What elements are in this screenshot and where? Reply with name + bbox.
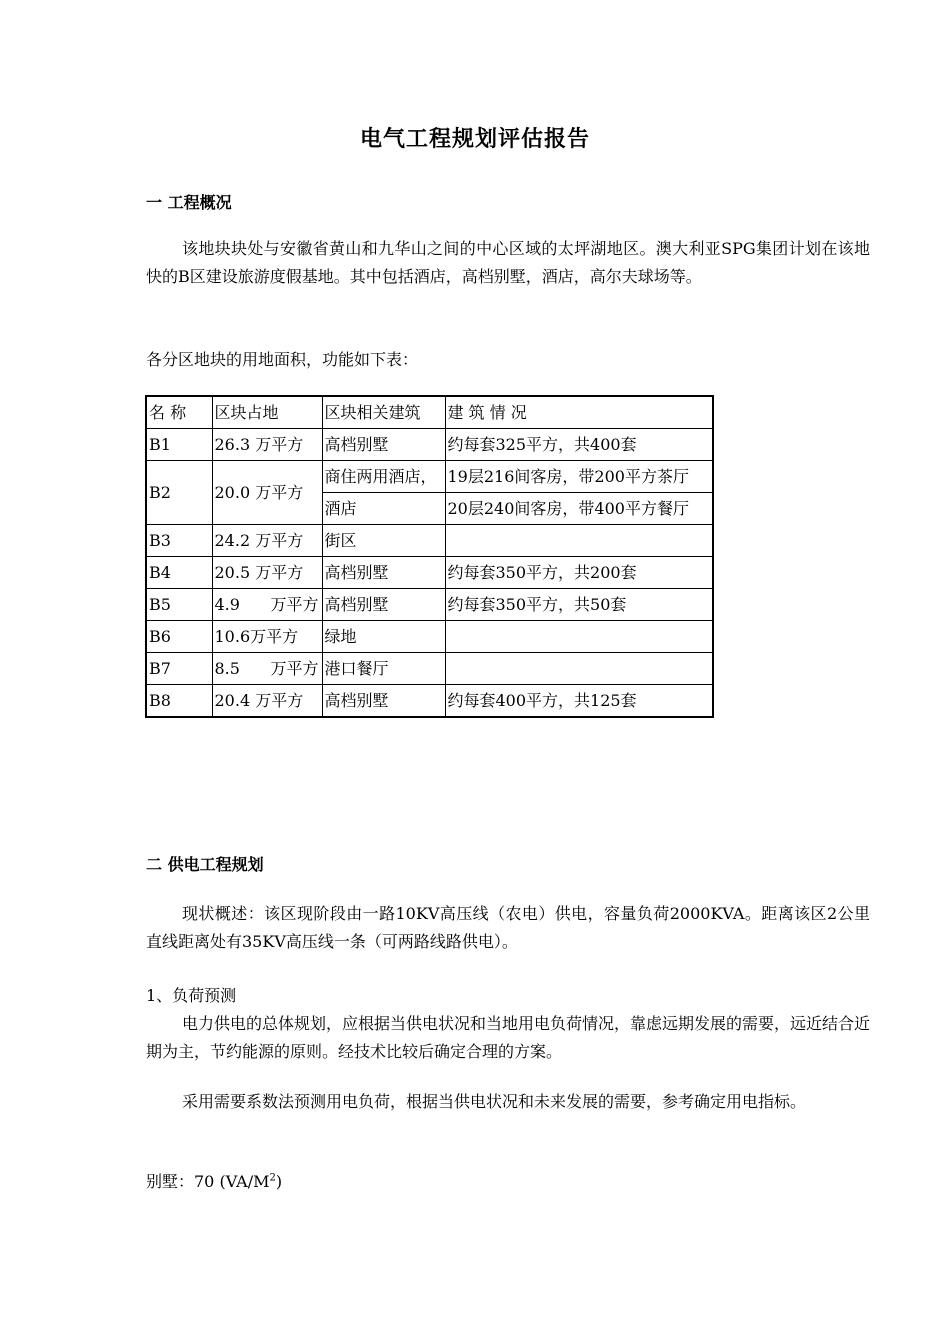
subsection-title-load-forecast: 1、负荷预测 bbox=[146, 986, 237, 1005]
cell-area: 20.0 万平方 bbox=[212, 461, 322, 525]
villa-superscript: 2 bbox=[269, 1172, 276, 1184]
villa-label: 别墅：70 (VA/M bbox=[146, 1172, 270, 1191]
table-row bbox=[146, 621, 713, 653]
cell-name: B8 bbox=[146, 685, 212, 718]
load-forecast-paragraph: 电力供电的总体规划，应根据当供电状况和当地用电负荷情况，靠虑远期发展的需要，远近结合近期为主，节约能源的原则。经技术比较后确定合理的方案。 bbox=[146, 1014, 871, 1061]
cell-building: 商住两用酒店， bbox=[322, 461, 445, 493]
land-use-table bbox=[145, 395, 714, 718]
cell-area: 20.5 万平方 bbox=[212, 557, 322, 589]
table-intro-text: 各分区地块的用地面积，功能如下表： bbox=[146, 350, 419, 369]
cell-building: 高档别墅 bbox=[322, 557, 445, 589]
villa-close: ) bbox=[275, 1172, 283, 1191]
cell-building: 绿地 bbox=[322, 621, 445, 653]
table-header-row bbox=[146, 396, 713, 429]
document-title: 电气工程规划评估报告 bbox=[359, 127, 590, 152]
cell-area: 26.3 万平方 bbox=[212, 429, 322, 461]
cell-building: 街区 bbox=[322, 525, 445, 557]
cell-name: B1 bbox=[146, 429, 212, 461]
cell-building: 港口餐厅 bbox=[322, 653, 445, 685]
cell-name: B5 bbox=[146, 589, 212, 621]
table-row bbox=[146, 461, 713, 493]
header-building: 区块相关建筑 bbox=[322, 396, 445, 429]
overview-paragraph: 该地块块处与安徽省黄山和九华山之间的中心区域的太坪湖地区。澳大利亚SPG集团计划在该地快的B区建设旅游度假基地。其中包括酒店，高档别墅，酒店，高尔夫球场等。 bbox=[146, 239, 870, 286]
method-paragraph: 采用需要系数法预测用电负荷，根据当供电状况和未来发展的需要，参考确定用电指标。 bbox=[182, 1092, 807, 1111]
villa-load-index bbox=[146, 1168, 870, 1196]
cell-detail: 约每套350平方，共50套 bbox=[445, 589, 713, 621]
table-row bbox=[146, 685, 713, 718]
header-name: 名 称 bbox=[146, 396, 212, 429]
header-detail: 建 筑 情 况 bbox=[445, 396, 713, 429]
cell-detail: 约每套350平方，共200套 bbox=[445, 557, 713, 589]
cell-detail bbox=[445, 653, 713, 685]
cell-area: 10.6万平方 bbox=[212, 621, 322, 653]
table-row bbox=[146, 525, 713, 557]
cell-area: 20.4 万平方 bbox=[212, 685, 322, 718]
cell-detail: 约每套400平方，共125套 bbox=[445, 685, 713, 718]
section-heading-power-planning: 二 供电工程规划 bbox=[146, 855, 264, 874]
status-paragraph: 现状概述：该区现阶段由一路10KV高压线（农电）供电，容量负荷2000KVA。距离该区2公里直线距离处有35KV高压线一条（可两路线路供电）。 bbox=[146, 904, 870, 951]
cell-detail bbox=[445, 525, 713, 557]
cell-area: 24.2 万平方 bbox=[212, 525, 322, 557]
cell-name: B3 bbox=[146, 525, 212, 557]
cell-building: 酒店 bbox=[322, 493, 445, 525]
cell-building: 高档别墅 bbox=[322, 429, 445, 461]
cell-name: B6 bbox=[146, 621, 212, 653]
cell-name: B7 bbox=[146, 653, 212, 685]
cell-detail: 19层216间客房，带200平方茶厅 bbox=[445, 461, 713, 493]
table-row bbox=[146, 557, 713, 589]
table-row bbox=[146, 653, 713, 685]
cell-name: B4 bbox=[146, 557, 212, 589]
cell-name: B2 bbox=[146, 461, 212, 525]
section-heading-overview: 一 工程概况 bbox=[146, 193, 232, 212]
table-row bbox=[146, 429, 713, 461]
cell-area: 4.9 万平方 bbox=[212, 589, 322, 621]
cell-area: 8.5 万平方 bbox=[212, 653, 322, 685]
cell-detail bbox=[445, 621, 713, 653]
cell-detail: 约每套325平方，共400套 bbox=[445, 429, 713, 461]
cell-building: 高档别墅 bbox=[322, 685, 445, 718]
header-area: 区块占地 bbox=[212, 396, 322, 429]
table-row bbox=[146, 589, 713, 621]
cell-detail: 20层240间客房，带400平方餐厅 bbox=[445, 493, 713, 525]
cell-building: 高档别墅 bbox=[322, 589, 445, 621]
